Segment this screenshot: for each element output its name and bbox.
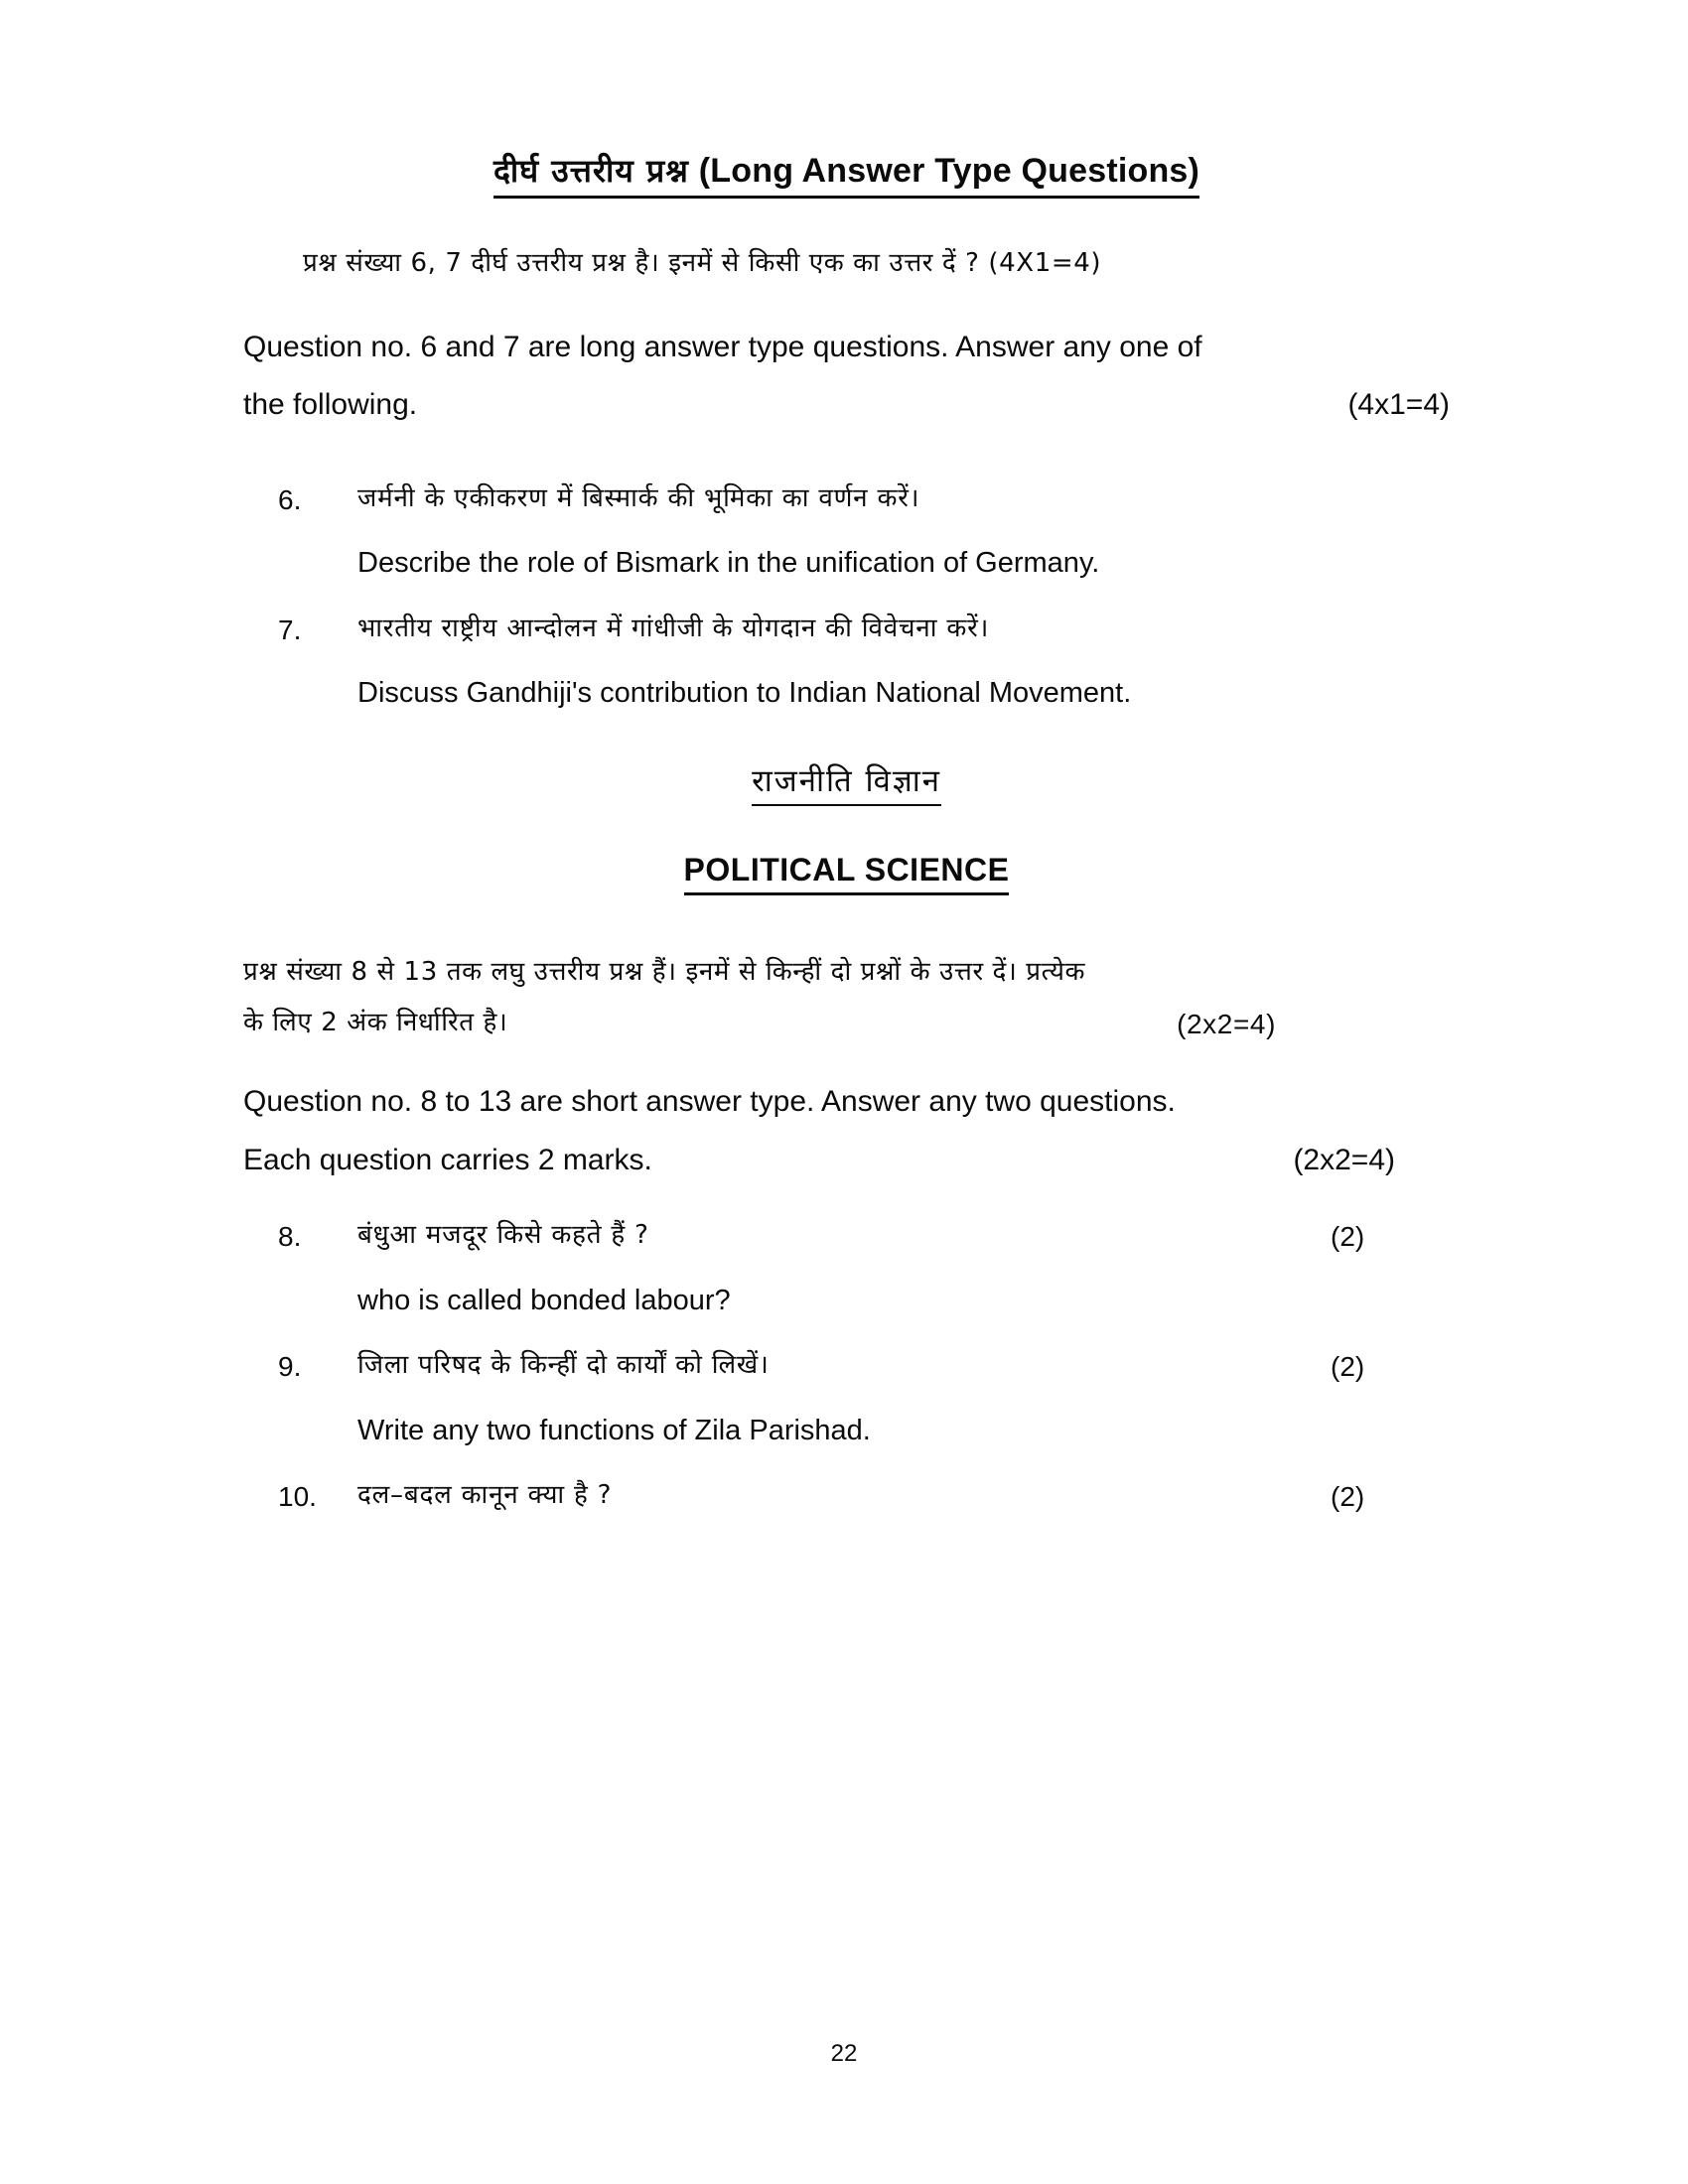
short-answer-instruction-english-line1: Question no. 8 to 13 are short answer type. Answer any two questions. bbox=[243, 1085, 1176, 1119]
short-answer-instruction-english-line2: Each question carries 2 marks. bbox=[243, 1143, 652, 1176]
page-number: 22 bbox=[830, 2040, 858, 2067]
subject-heading-hindi bbox=[243, 761, 1450, 805]
long-answer-instruction-english-line2: the following. bbox=[243, 388, 418, 422]
short-answer-instruction-hindi-line2: के लिए 2 अंक निर्धारित है। bbox=[243, 1008, 508, 1038]
question-text-english: Write any two functions of Zila Parishad. bbox=[357, 1414, 871, 1446]
question-text-hindi: भारतीय राष्ट्रीय आन्दोलन में गांधीजी के योगदान की विवेचना करें। bbox=[357, 613, 990, 643]
question-number: 8. bbox=[278, 1221, 302, 1253]
subject-heading-english bbox=[243, 850, 1450, 896]
question-body bbox=[338, 1215, 1331, 1325]
long-answer-instruction-english bbox=[243, 319, 1450, 435]
long-answer-instruction-english-marks: (4x1=4) bbox=[1347, 388, 1450, 422]
short-answer-instruction-hindi bbox=[243, 951, 1450, 1047]
question-body bbox=[338, 1345, 1331, 1455]
subject-heading-english-text: POLITICAL SCIENCE bbox=[684, 850, 1010, 896]
question-text-hindi: जिला परिषद के किन्हीं दो कार्यों को लिखें। bbox=[357, 1350, 770, 1381]
question-item bbox=[243, 609, 1450, 719]
long-answer-heading-english: (Long Answer Type Questions) bbox=[698, 152, 1200, 190]
question-text-english: Describe the role of Bismark in the unification of Germany. bbox=[357, 547, 1100, 580]
question-marks: (2) bbox=[1331, 1351, 1365, 1383]
long-answer-instruction-english-line2-row bbox=[243, 376, 1450, 435]
question-body bbox=[338, 609, 1331, 719]
question-item bbox=[243, 1215, 1450, 1325]
question-body bbox=[338, 1475, 1331, 1517]
short-answer-instruction-hindi-line2-row bbox=[243, 1002, 1450, 1047]
long-answer-instruction-hindi-marks: (4X1=4) bbox=[988, 247, 1102, 278]
page-content bbox=[243, 149, 1450, 1520]
question-body bbox=[338, 478, 1331, 589]
question-number: 10. bbox=[278, 1481, 317, 1513]
question-number: 7. bbox=[278, 614, 302, 645]
short-answer-instruction-english bbox=[243, 1073, 1450, 1189]
question-number: 6. bbox=[278, 483, 302, 515]
question-text-hindi: जर्मनी के एकीकरण में बिस्मार्क की भूमिका का वर्णन करें। bbox=[357, 482, 920, 513]
question-marks: (2) bbox=[1331, 1481, 1365, 1513]
question-text-hindi: दल–बदल कानून क्या है ? bbox=[357, 1480, 613, 1511]
subject-heading-hindi-text: राजनीति विज्ञान bbox=[752, 761, 941, 805]
question-item bbox=[243, 478, 1450, 589]
long-answer-heading-hindi: दीर्घ उत्तरीय प्रश्न bbox=[492, 152, 689, 190]
question-marks: (2) bbox=[1331, 1221, 1365, 1253]
long-answer-instruction-english-line1: Question no. 6 and 7 are long answer type questions. Answer any one of bbox=[243, 330, 1202, 363]
short-answer-instruction-english-line2-row bbox=[243, 1132, 1450, 1190]
question-text-english: who is called bonded labour? bbox=[357, 1284, 731, 1316]
short-answer-instruction-hindi-marks: (2x2=4) bbox=[1177, 1009, 1276, 1040]
long-answer-instruction-hindi bbox=[243, 242, 1450, 285]
question-text-hindi: बंधुआ मजदूर किसे कहते हैं ? bbox=[357, 1220, 649, 1251]
question-item bbox=[243, 1475, 1450, 1520]
long-answer-heading-text bbox=[493, 149, 1199, 199]
long-answer-heading bbox=[243, 149, 1450, 199]
long-answer-instruction-hindi-text: प्रश्न संख्या 6, 7 दीर्घ उत्तरीय प्रश्न है। इनमें से किसी एक का उत्तर दें ? bbox=[303, 247, 980, 278]
short-answer-instruction-hindi-line1: प्रश्न संख्या 8 से 13 तक लघु उत्तरीय प्रश्न हैं। इनमें से किन्हीं दो प्रश्नों के उत्तर दें। प्रत्येक bbox=[243, 957, 1086, 988]
question-item bbox=[243, 1345, 1450, 1455]
question-number: 9. bbox=[278, 1351, 302, 1383]
short-answer-instruction-english-marks: (2x2=4) bbox=[1293, 1143, 1395, 1176]
question-text-english: Discuss Gandhiji's contribution to Indian National Movement. bbox=[357, 677, 1132, 710]
